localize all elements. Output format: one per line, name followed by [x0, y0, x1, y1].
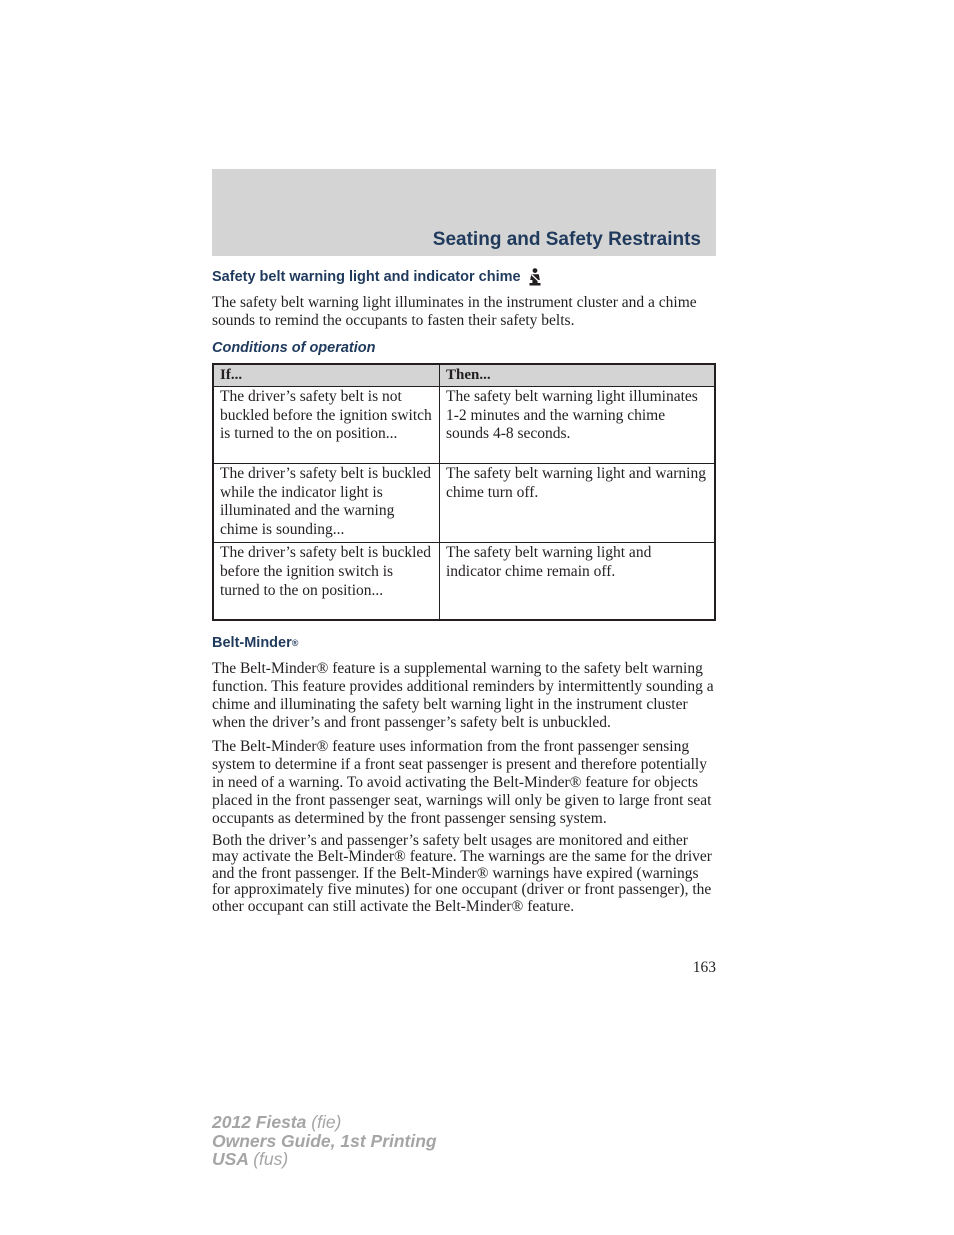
table-header-then: Then... — [440, 364, 716, 386]
table-header-if: If... — [213, 364, 440, 386]
intro-paragraph: The safety belt warning light illuminates in the instrument cluster and a chime sounds to remind the occupants to fasten their safety belts. — [212, 294, 697, 329]
table-cell-if: The driver’s safety belt is not buckled before the ignition switch is turned to the on position... — [213, 386, 440, 463]
section-header-band — [212, 169, 716, 256]
table-cell-if: The driver’s safety belt is buckled while the indicator light is illuminated and the warning chime is sounding... — [213, 463, 440, 542]
belt-minder-heading — [212, 635, 716, 651]
belt-minder-paragraph-2: The Belt-Minder® feature uses information from the front passenger sensing system to determine if a front seat passenger is present and therefore potentially in need of a warning. To avoid activating the Belt-Minder® feature for objects placed in the front passenger seat, warnings will only be given to large front seat occupants as determined by the front passenger sensing system. — [212, 737, 712, 827]
footer-line-3 — [212, 1150, 437, 1169]
table-cell-if: The driver’s safety belt is buckled before the ignition switch is turned to the on position... — [213, 542, 440, 620]
footer-model: 2012 Fiesta — [212, 1112, 307, 1132]
section-title: Seating and Safety Restraints — [432, 229, 701, 250]
belt-minder-paragraph-1: The Belt-Minder® feature is a supplemental warning to the safety belt warning function. This feature provides additional reminders by intermittently sounding a chime and illuminating the safety belt warning light in the instrument cluster when the driver’s and front passenger’s safety belt is unbuckled. — [212, 659, 714, 731]
safety-belt-heading — [212, 268, 716, 286]
belt-minder-heading-text: Belt-Minder — [212, 634, 292, 651]
table-header-row — [213, 364, 715, 386]
safety-belt-heading-text: Safety belt warning light and indicator chime — [212, 269, 521, 285]
belt-minder-paragraph-3: Both the driver’s and passenger’s safety belt usages are monitored and either may activate the Belt-Minder® feature. The warnings are the same for the driver and the front passenger. If the Belt-Minder® warnings have expired (warnings for approximately five minutes) for one occupant (driver or front passenger), the other occupant can still activate the Belt-Minder® feature. — [212, 831, 712, 915]
table-row — [213, 542, 715, 620]
page-content — [212, 268, 716, 915]
footer-model-code: (fie) — [311, 1112, 342, 1132]
footer-market-code: (fus) — [253, 1149, 289, 1169]
conditions-heading: Conditions of operation — [212, 340, 376, 356]
table-cell-then: The safety belt warning light and warning chime turn off. — [440, 463, 716, 542]
document-footer — [212, 1113, 437, 1169]
table-row — [213, 463, 715, 542]
footer-line-2: Owners Guide, 1st Printing — [212, 1130, 437, 1151]
table-cell-then: The safety belt warning light illuminates 1-2 minutes and the warning chime sounds 4-8 seconds. — [440, 386, 716, 463]
footer-line-1 — [212, 1113, 437, 1132]
table-cell-then: The safety belt warning light and indicator chime remain off. — [440, 542, 716, 620]
page-number: 163 — [692, 959, 716, 976]
table-row — [213, 386, 715, 463]
footer-market: USA — [212, 1149, 249, 1169]
registered-mark: ® — [291, 637, 299, 648]
seatbelt-warning-icon — [527, 268, 543, 286]
conditions-table — [212, 363, 716, 621]
